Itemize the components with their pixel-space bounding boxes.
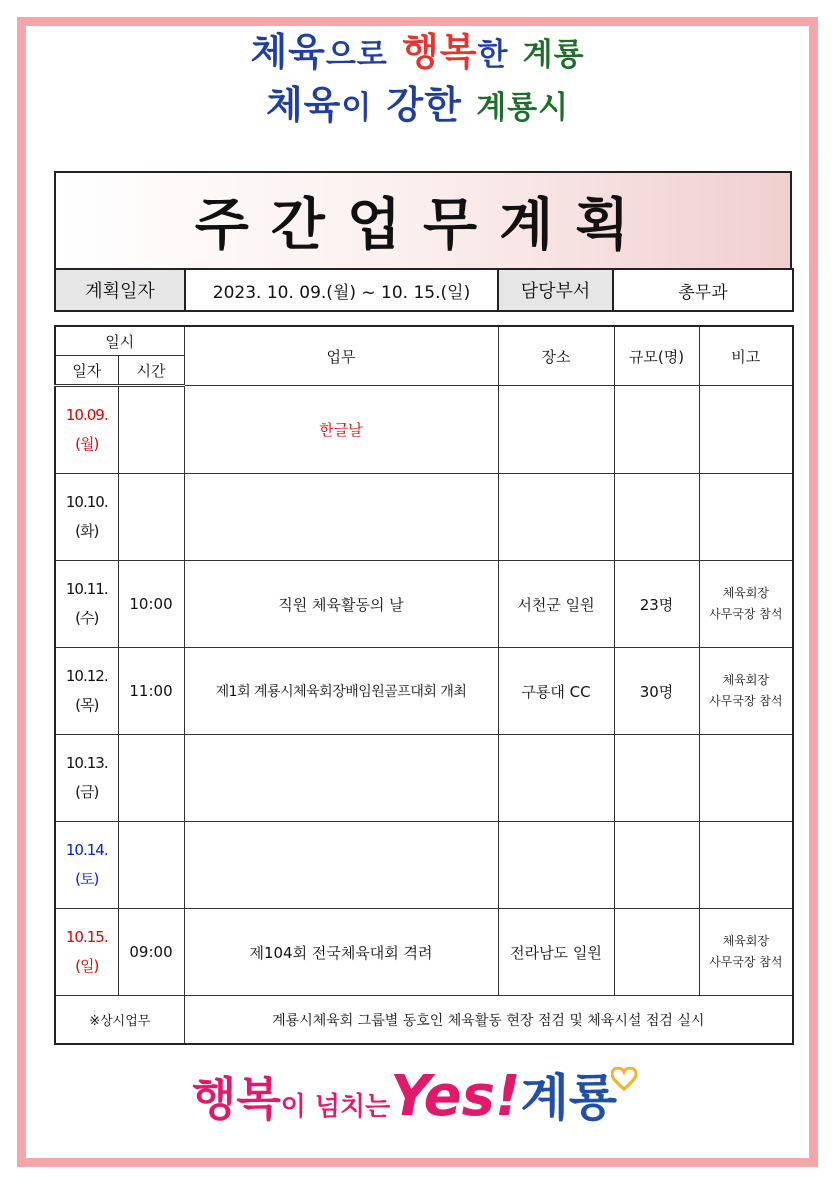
table-row xyxy=(55,474,793,561)
task-cell xyxy=(184,822,498,909)
page-title: 주간업무계획 xyxy=(54,171,792,269)
table-row xyxy=(55,386,793,474)
standing-duties-content: 계룡시체육회 그룹별 동호인 체육활동 현장 점검 및 체육시설 점검 실시 xyxy=(184,996,793,1045)
logo-word: Yes! xyxy=(390,1064,521,1129)
place-cell: 구룡대 CC xyxy=(498,648,614,735)
slogan-word: 계룡시 xyxy=(476,90,570,126)
weekday: (토) xyxy=(75,870,99,888)
date: 10.10. xyxy=(65,493,108,511)
header-scale: 규모(명) xyxy=(614,326,699,386)
header-task: 업무 xyxy=(184,326,498,386)
date: 10.12. xyxy=(65,667,108,685)
header-time: 시간 xyxy=(118,356,184,386)
scale-cell: 30명 xyxy=(614,648,699,735)
table-row xyxy=(55,822,793,909)
time-cell: 09:00 xyxy=(118,909,184,996)
time-cell xyxy=(118,735,184,822)
weekday: (수) xyxy=(75,609,99,627)
standing-duties-label: ※상시업무 xyxy=(55,996,184,1045)
date: 10.09. xyxy=(65,406,108,424)
time-cell xyxy=(118,822,184,909)
time-cell: 11:00 xyxy=(118,648,184,735)
date-cell xyxy=(55,822,118,909)
task-cell xyxy=(184,735,498,822)
slogan-line-2 xyxy=(0,80,835,133)
date: 10.15. xyxy=(65,928,108,946)
date-cell xyxy=(55,909,118,996)
slogan-word: 이 xyxy=(341,90,373,126)
header-schedule: 일시 xyxy=(55,326,184,356)
table-row xyxy=(55,735,793,822)
dept-label: 담당부서 xyxy=(498,269,613,311)
header-remarks: 비고 xyxy=(699,326,793,386)
date-cell xyxy=(55,561,118,648)
remarks-cell xyxy=(699,386,793,474)
logo-word: 계룡 xyxy=(520,1069,618,1127)
remarks-cell xyxy=(699,474,793,561)
logo-word: 행복 xyxy=(191,1072,281,1126)
remarks-line: 체육회장 xyxy=(722,673,769,687)
logo-word: 이 넘치는 xyxy=(280,1092,391,1122)
weekday: (월) xyxy=(75,435,99,453)
header-place: 장소 xyxy=(498,326,614,386)
scale-cell xyxy=(614,735,699,822)
scale-cell xyxy=(614,822,699,909)
place-cell xyxy=(498,822,614,909)
heart-icon xyxy=(611,1041,637,1131)
remarks-line: 사무국장 참석 xyxy=(709,955,783,969)
slogan-word: 강한 xyxy=(386,83,462,127)
remarks-cell xyxy=(699,735,793,822)
slogan-word: 체육 xyxy=(250,30,326,74)
place-cell: 서천군 일원 xyxy=(498,561,614,648)
scale-cell xyxy=(614,474,699,561)
weekday: (화) xyxy=(75,522,99,540)
slogan-word: 계룡 xyxy=(522,37,585,73)
slogan-word: 행복 xyxy=(402,30,478,74)
weekday: (목) xyxy=(75,696,99,714)
time-cell xyxy=(118,386,184,474)
place-cell xyxy=(498,474,614,561)
slogan-word: 한 xyxy=(477,37,509,73)
header-date: 일자 xyxy=(55,356,118,386)
remarks-cell xyxy=(699,909,793,996)
info-table xyxy=(54,268,794,312)
city-logo xyxy=(0,1052,835,1142)
place-cell: 전라남도 일원 xyxy=(498,909,614,996)
date-cell xyxy=(55,386,118,474)
remarks-cell xyxy=(699,822,793,909)
remarks-line: 사무국장 참석 xyxy=(709,607,783,621)
slogan-word: 으로 xyxy=(325,37,388,73)
date: 10.14. xyxy=(65,841,108,859)
plan-date-value: 2023. 10. 09.(월) ~ 10. 15.(일) xyxy=(185,269,498,311)
task-cell xyxy=(184,474,498,561)
task-cell: 직원 체육활동의 날 xyxy=(184,561,498,648)
slogan-line-1 xyxy=(0,27,835,80)
dept-value: 총무과 xyxy=(613,269,793,311)
weekday: (일) xyxy=(75,957,99,975)
place-cell xyxy=(498,386,614,474)
remarks-cell xyxy=(699,561,793,648)
table-row xyxy=(55,909,793,996)
date: 10.11. xyxy=(65,580,108,598)
remarks-line: 체육회장 xyxy=(722,934,769,948)
plan-date-label: 계획일자 xyxy=(55,269,185,311)
task-cell: 제1회 계룡시체육회장배임원골프대회 개최 xyxy=(184,648,498,735)
place-cell xyxy=(498,735,614,822)
scale-cell xyxy=(614,386,699,474)
scale-cell: 23명 xyxy=(614,561,699,648)
weekly-plan-table xyxy=(54,325,794,1045)
table-row xyxy=(55,561,793,648)
standing-duties-row xyxy=(55,996,793,1045)
task-cell: 한글날 xyxy=(184,386,498,474)
date-cell xyxy=(55,735,118,822)
date-cell xyxy=(55,474,118,561)
slogan xyxy=(0,27,835,133)
weekday: (금) xyxy=(75,783,99,801)
task-cell: 제104회 전국체육대회 격려 xyxy=(184,909,498,996)
remarks-line: 사무국장 참석 xyxy=(709,694,783,708)
time-cell: 10:00 xyxy=(118,561,184,648)
remarks-line: 체육회장 xyxy=(722,586,769,600)
scale-cell xyxy=(614,909,699,996)
date-cell xyxy=(55,648,118,735)
slogan-word: 체육 xyxy=(265,83,342,127)
remarks-cell xyxy=(699,648,793,735)
time-cell xyxy=(118,474,184,561)
date: 10.13. xyxy=(65,754,108,772)
table-row xyxy=(55,648,793,735)
